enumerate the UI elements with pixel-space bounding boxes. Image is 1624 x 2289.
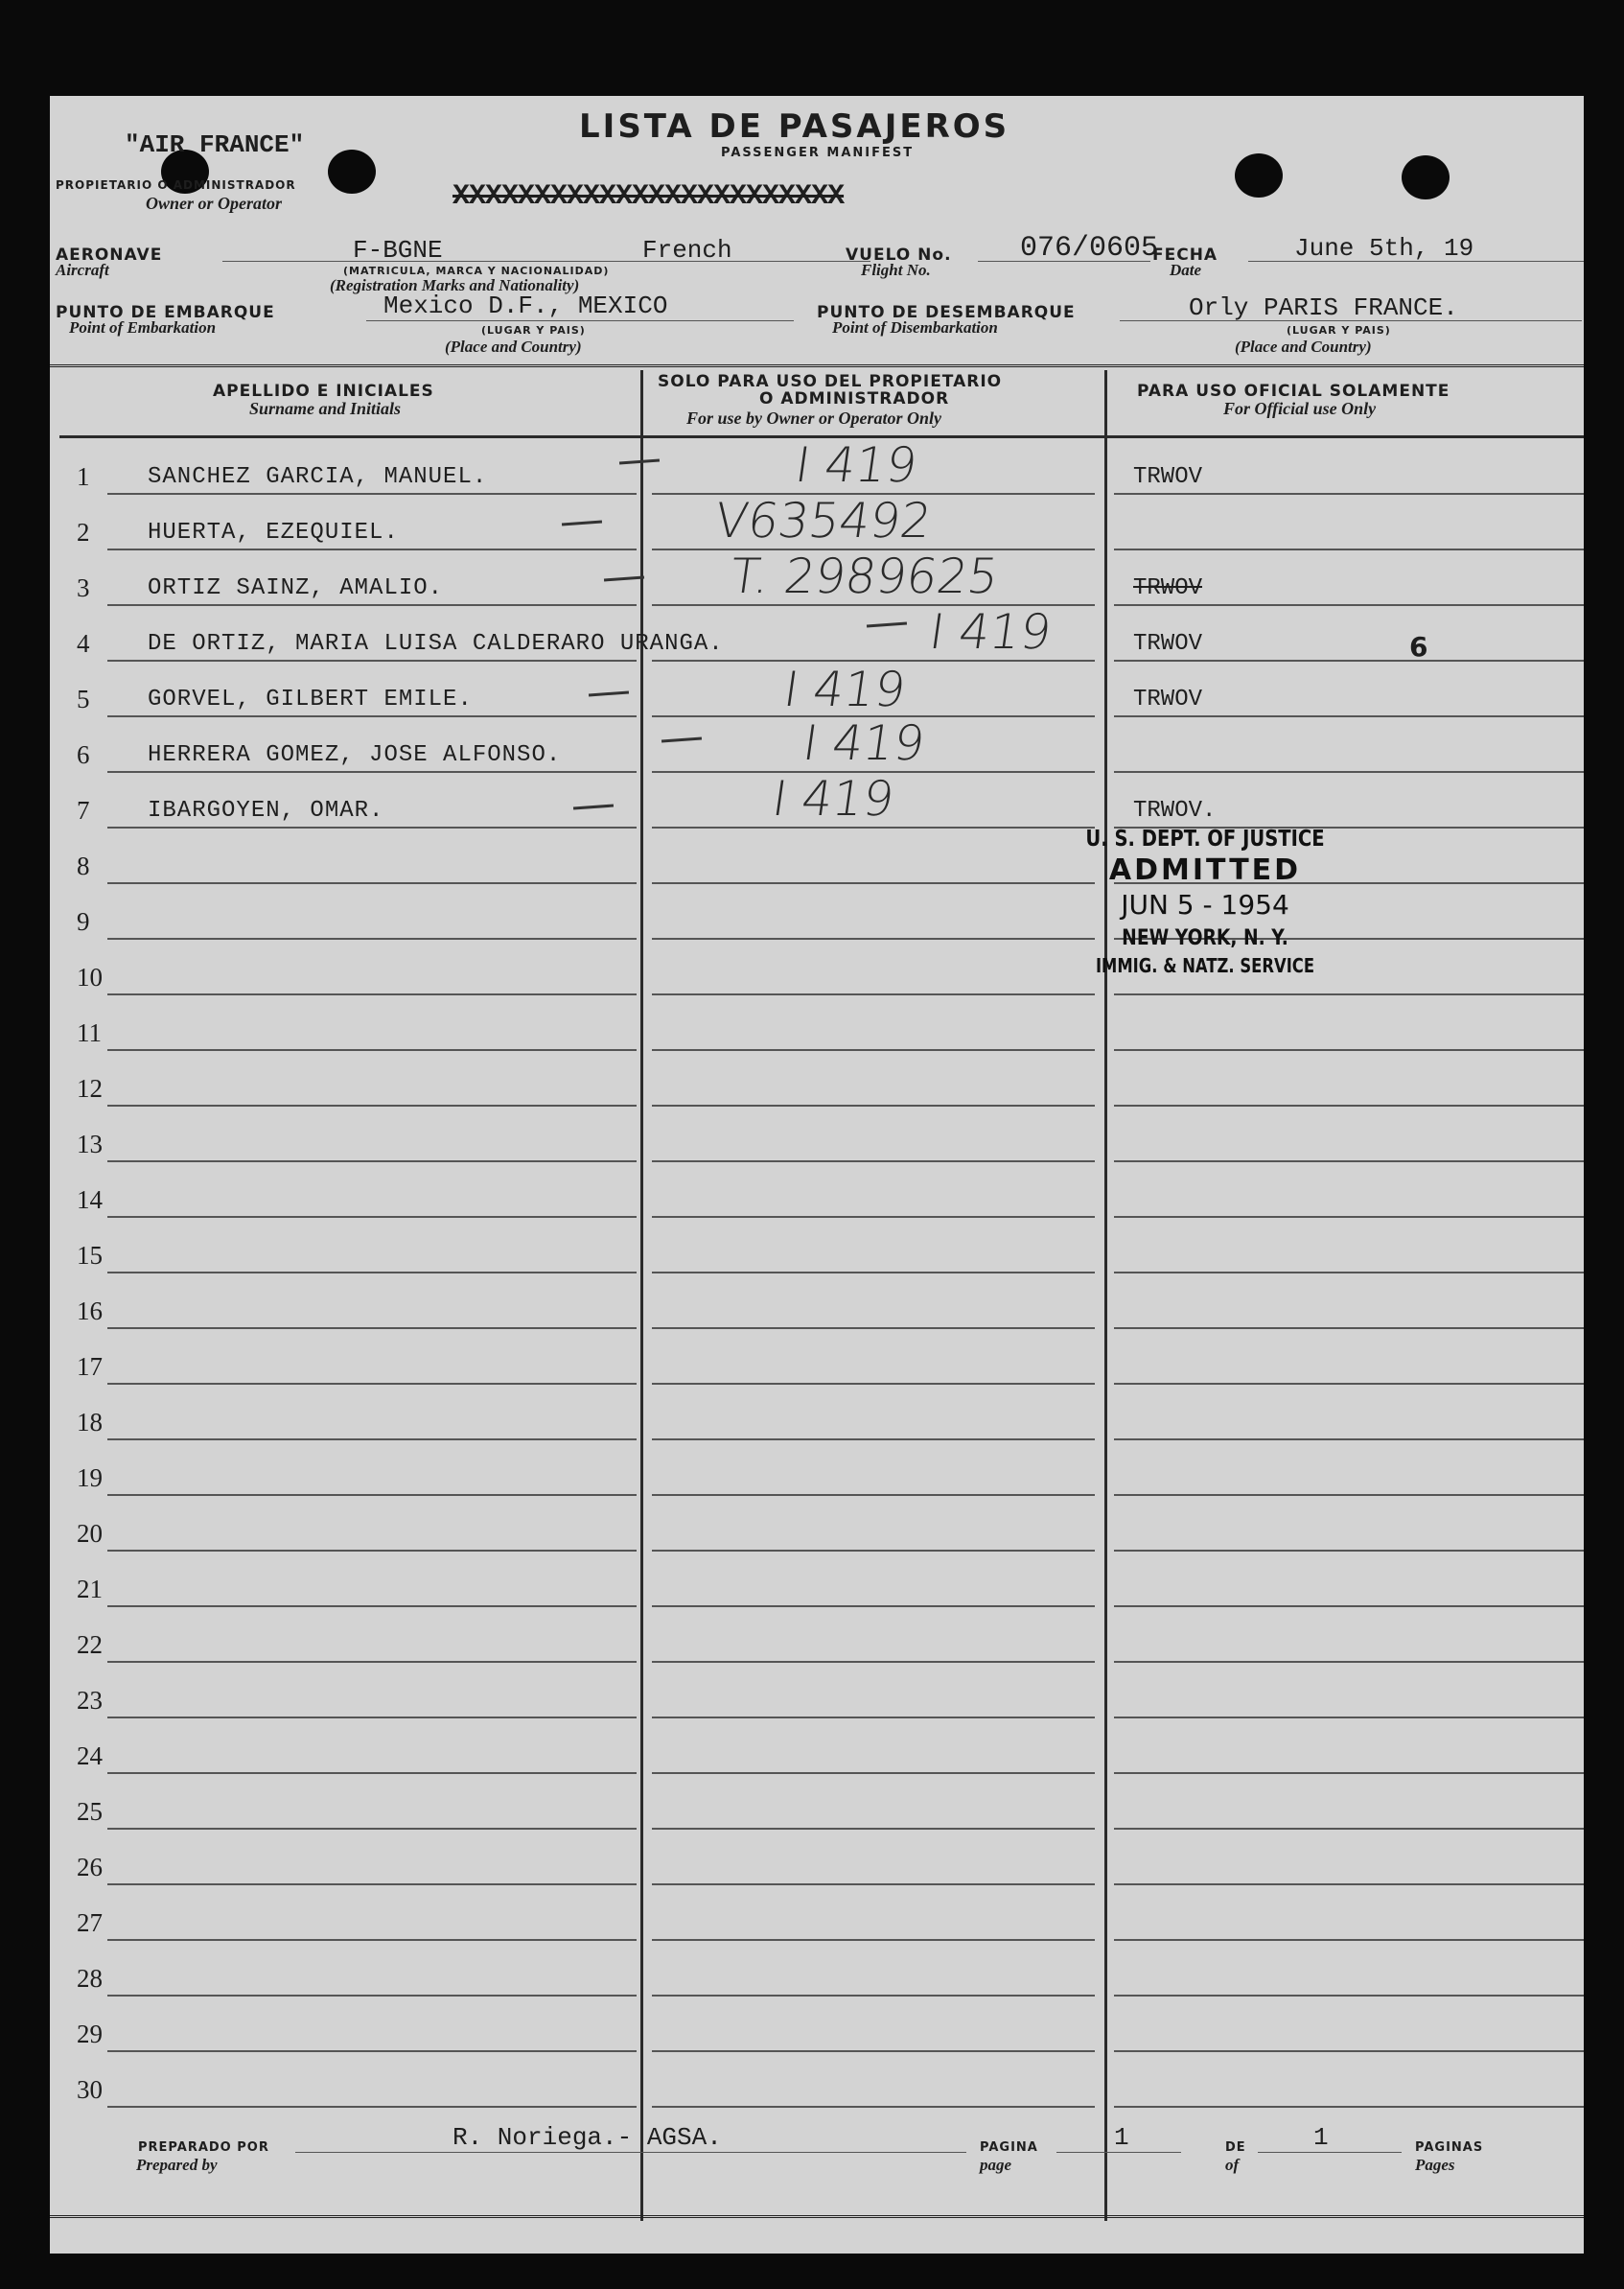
disembark-label-es: PUNTO DE DESEMBARQUE [817,303,1076,322]
aircraft-underline [222,261,870,262]
stamp-line-4: NEW YORK, N. Y. [1122,926,1288,950]
of-label-en: of [1225,2156,1240,2174]
page-label-es: PAGINA [980,2140,1038,2155]
row-rule [652,1327,1095,1329]
row-number: 17 [77,1352,103,1381]
row-number: 29 [77,2020,103,2048]
row-number: 11 [77,1018,102,1047]
flight-label-es: VUELO No. [846,245,952,265]
row-rule [652,1550,1095,1552]
row-rule [107,1939,637,1941]
row-rule [1114,715,1584,717]
row-number: 8 [77,852,90,880]
row-rule [107,549,637,550]
row-rule [1114,1105,1584,1107]
row-rule [107,1272,637,1273]
row-rule [652,2050,1095,2052]
row-rule [107,1105,637,1107]
passenger-official-7: TRWOV. [1133,798,1217,824]
table-top-rule [50,364,1584,367]
row-rule [107,938,637,940]
aircraft-nationality: French [642,236,732,265]
col-owner-header-es-1: SOLO PARA USO DEL PROPIETARIO [658,372,1003,391]
row-number: 16 [77,1296,103,1325]
punch-hole-4 [1402,155,1450,199]
row-rule [1114,1438,1584,1440]
row-rule [1114,660,1584,662]
row-rule [1114,2106,1584,2108]
row-rule [107,771,637,773]
flight-label-en: Flight No. [861,261,931,279]
row-rule [107,827,637,829]
row-number: 20 [77,1519,103,1548]
row-rule [1114,1605,1584,1607]
dash-mark-7 [573,805,614,810]
row-number: 4 [77,629,90,658]
row-number: 6 [77,740,90,769]
embark-place: Mexico D.F., MEXICO [383,292,668,320]
aircraft-label-en: Aircraft [56,261,109,279]
row-number: 12 [77,1074,103,1103]
row-rule [1114,1383,1584,1385]
row-rule [107,1717,637,1718]
operator-label-en: Owner or Operator [146,194,283,213]
passenger-name-7: IBARGOYEN, OMAR. [148,798,384,824]
flight-date: June 5th, 19 [1294,234,1474,263]
passenger-official-3: TRWOV [1133,575,1203,601]
passenger-doc-3: T. 2989625 [726,549,1003,604]
passenger-name-4: DE ORTIZ, MARIA LUISA CALDERARO URANGA. [148,631,724,657]
struck-text: XXXXXXXXXXXXXXXXXXXXXXXX [452,180,845,213]
prepared-label-es: PREPARADO POR [138,2140,269,2155]
row-rule [107,1772,637,1774]
row-rule [107,1550,637,1552]
row-rule [1114,1327,1584,1329]
page-underline [1056,2152,1181,2153]
col-name-header-en: Surname and Initials [249,399,402,418]
row-number: 14 [77,1185,103,1214]
row-rule [652,1438,1095,1440]
pages-underline [1258,2152,1402,2153]
pages-label-es: PAGINAS [1415,2140,1484,2155]
passenger-official-4: TRWOV [1133,631,1203,657]
row-rule [652,1939,1095,1941]
col-official-header-es: PARA USO OFICIAL SOLAMENTE [1137,382,1450,401]
row-rule [1114,1883,1584,1885]
row-rule [652,1105,1095,1107]
row-number: 30 [77,2075,103,2104]
passenger-name-2: HUERTA, EZEQUIEL. [148,520,399,546]
row-rule [1114,1272,1584,1273]
dash-mark-5 [589,691,629,697]
page-label-en: page [980,2156,1012,2174]
row-rule [1114,1160,1584,1162]
flight-number: 076/0605 [1020,232,1159,265]
row-rule [652,882,1095,884]
passenger-doc-6: I 419 [799,715,929,771]
row-rule [652,1772,1095,1774]
passenger-doc-5: I 419 [779,662,910,717]
row-rule [652,938,1095,940]
row-rule [1114,1550,1584,1552]
row-rule [1114,771,1584,773]
embark-label-es: PUNTO DE EMBARQUE [56,303,275,322]
manifest-sheet [50,96,1584,2254]
row-rule [107,604,637,606]
row-number: 2 [77,518,90,547]
manifest-subtitle: PASSENGER MANIFEST [721,146,915,160]
row-number: 28 [77,1964,103,1993]
row-rule [652,1494,1095,1496]
col-official-header-en: For Official use Only [1223,399,1377,418]
row-rule [652,1661,1095,1663]
embark-label-en: Point of Embarkation [69,318,217,337]
row-number: 26 [77,1853,103,1881]
aircraft-registration: F-BGNE [353,236,443,265]
disembark-label-en: Point of Disembarkation [832,318,998,337]
row-rule [652,827,1095,829]
date-label-es: FECHA [1152,245,1218,265]
passenger-doc-7: I 419 [768,771,898,827]
row-rule [1114,2050,1584,2052]
row-rule [1114,604,1584,606]
row-rule [107,1049,637,1051]
row-number: 18 [77,1408,103,1436]
row-rule [1114,993,1584,995]
passenger-name-3: ORTIZ SAINZ, AMALIO. [148,575,444,601]
row-rule [652,1717,1095,1718]
row-rule [1114,1049,1584,1051]
row-number: 5 [77,685,90,713]
row-number: 27 [77,1908,103,1937]
row-rule [652,1883,1095,1885]
row-rule [1114,549,1584,550]
passenger-name-6: HERRERA GOMEZ, JOSE ALFONSO. [148,742,562,768]
embark-place-label-es: (LUGAR Y PAIS) [481,324,586,337]
row-number: 24 [77,1741,103,1770]
registration-label-es: (MATRICULA, MARCA Y NACIONALIDAD) [343,265,610,277]
operator-label-es: PROPIETARIO O ADMINISTRADOR [56,178,296,192]
row-rule [1114,1772,1584,1774]
total-pages: 1 [1313,2123,1329,2152]
column-divider-2 [1104,370,1107,2221]
row-rule [107,1995,637,1997]
prepared-label-en: Prepared by [136,2156,218,2174]
date-label-en: Date [1170,261,1202,279]
operator-name: "AIR FRANCE" [125,130,305,159]
row-rule [652,1383,1095,1385]
row-rule [1114,1828,1584,1830]
passenger-doc-4: I 419 [925,604,1056,660]
row-rule [1114,1995,1584,1997]
row-rule [652,1995,1095,1997]
row-number: 9 [77,907,90,936]
row-number: 25 [77,1797,103,1826]
official-mark-6: 6 [1409,631,1428,663]
punch-hole-2 [328,150,376,194]
passenger-doc-2: V635492 [710,493,936,549]
row-number: 19 [77,1463,103,1492]
stamp-line-1: U. S. DEPT. OF JUSTICE [1085,827,1325,852]
prepared-by: R. Noriega.- AGSA. [452,2123,722,2152]
stamp-line-3: JUN 5 - 1954 [1121,889,1289,921]
prepared-underline [295,2152,966,2153]
stamp-line-2: ADMITTED [1108,853,1302,887]
admitted-stamp [1047,827,1363,977]
row-number: 3 [77,573,90,602]
passenger-name-5: GORVEL, GILBERT EMILE. [148,687,473,712]
row-rule [107,882,637,884]
passenger-official-1: TRWOV [1133,464,1203,490]
row-rule [652,1828,1095,1830]
of-label-es: DE [1225,2140,1246,2155]
row-number: 13 [77,1130,103,1158]
embark-underline [366,320,794,321]
dash-mark-2 [562,521,602,526]
row-rule [107,2050,637,2052]
row-number: 7 [77,796,90,825]
row-rule [107,1216,637,1218]
table-bottom-rule [50,2215,1584,2218]
registration-label-en: (Registration Marks and Nationality) [330,276,580,294]
col-owner-header-es-2: O ADMINISTRADOR [759,389,950,409]
row-rule [107,1883,637,1885]
col-name-header-es: APELLIDO E INICIALES [213,382,434,401]
passenger-official-5: TRWOV [1133,687,1203,712]
row-rule [107,1160,637,1162]
dash-mark-4 [867,622,907,628]
row-rule [652,1049,1095,1051]
row-rule [652,1605,1095,1607]
stamp-line-5: IMMIG. & NATZ. SERVICE [1095,954,1315,977]
row-number: 21 [77,1575,103,1603]
punch-hole-3 [1235,153,1283,198]
row-rule [107,1327,637,1329]
row-rule [107,1661,637,1663]
dash-mark-1 [619,459,660,465]
row-rule [107,1383,637,1385]
disembark-place-label-es: (LUGAR Y PAIS) [1287,324,1391,337]
embark-place-label-en: (Place and Country) [445,338,582,356]
page-number: 1 [1114,2123,1129,2152]
row-rule [107,1828,637,1830]
row-rule [1114,1661,1584,1663]
row-number: 10 [77,963,103,992]
disembark-place-label-en: (Place and Country) [1235,338,1372,356]
aircraft-label-es: AERONAVE [56,245,163,265]
row-rule [1114,493,1584,495]
manifest-title: LISTA DE PASAJEROS [579,107,1010,146]
row-number: 23 [77,1686,103,1715]
row-rule [1114,1717,1584,1718]
row-rule [652,1272,1095,1273]
dash-mark-3 [604,576,644,582]
row-rule [107,1494,637,1496]
row-rule [107,2106,637,2108]
row-rule [652,1160,1095,1162]
dash-mark-6 [661,737,702,743]
row-number: 1 [77,462,90,491]
col-owner-header-en: For use by Owner or Operator Only [686,409,942,428]
row-rule [107,493,637,495]
row-rule [1114,1494,1584,1496]
row-number: 22 [77,1630,103,1659]
row-rule [107,1605,637,1607]
row-rule [107,1438,637,1440]
row-rule [107,715,637,717]
row-rule [1114,1216,1584,1218]
row-rule [1114,1939,1584,1941]
row-rule [652,2106,1095,2108]
row-rule [107,993,637,995]
passenger-doc-1: I 419 [791,437,921,493]
row-rule [652,1216,1095,1218]
row-number: 15 [77,1241,103,1270]
pages-label-en: Pages [1415,2156,1455,2174]
row-rule [107,660,637,662]
passenger-name-1: SANCHEZ GARCIA, MANUEL. [148,464,488,490]
row-rule [652,993,1095,995]
disembark-place: Orly PARIS FRANCE. [1189,293,1458,322]
